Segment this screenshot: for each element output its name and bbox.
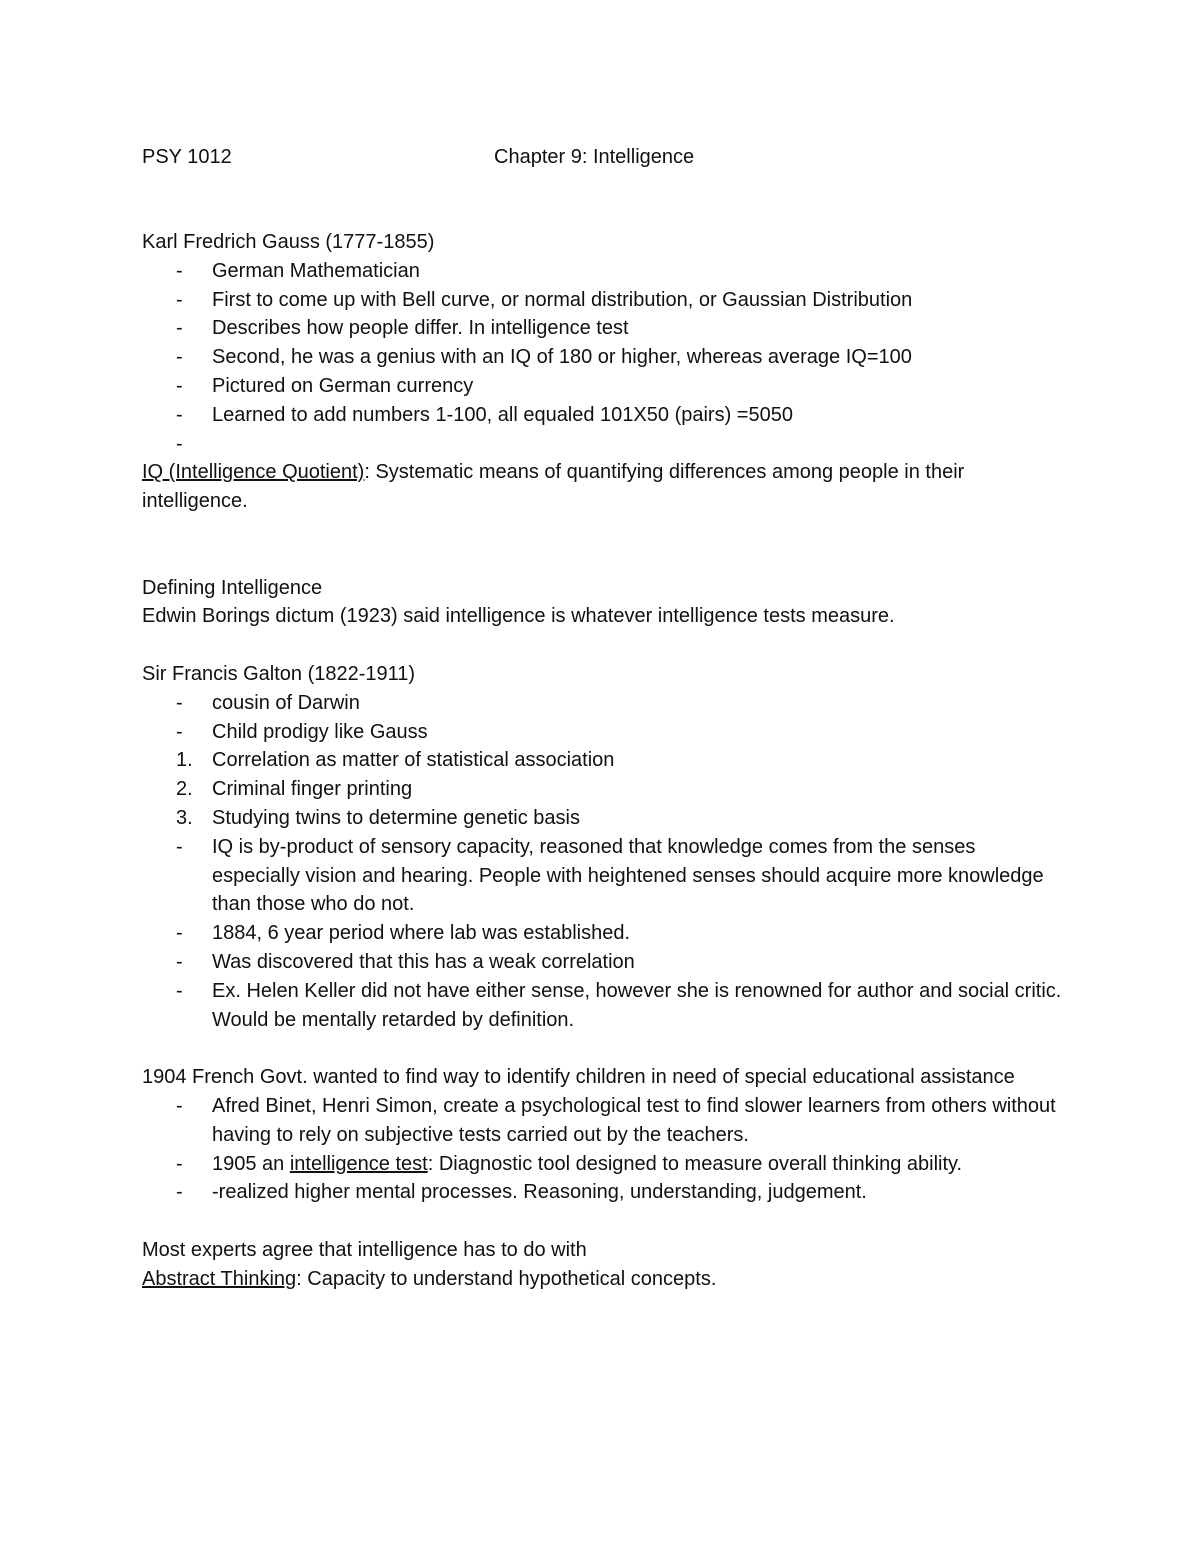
dash-marker: - bbox=[176, 691, 183, 714]
dash-marker: - bbox=[176, 1181, 183, 1204]
number-marker: 2. bbox=[176, 778, 193, 801]
defining-text: Edwin Borings dictum (1923) said intelligence is whatever intelligence tests measure. bbox=[142, 605, 895, 628]
chapter-title: Chapter 9: Intelligence bbox=[494, 146, 695, 168]
dash-marker: - bbox=[176, 720, 183, 743]
bullet-text: German Mathematician bbox=[212, 259, 420, 282]
list-item bbox=[142, 286, 1062, 315]
gauss-heading: Karl Fredrich Gauss (1777-1855) bbox=[142, 231, 435, 253]
bullet-text: cousin of Darwin bbox=[212, 691, 360, 714]
bullet-text: Ex. Helen Keller did not have either sense, however she is renowned for author and social critic. Would be mentally retarded by definition. bbox=[212, 979, 1062, 1031]
galton-heading: Sir Francis Galton (1822-1911) bbox=[142, 662, 416, 685]
dash-marker: - bbox=[176, 374, 183, 397]
bullet-text: Child prodigy like Gauss bbox=[212, 720, 428, 743]
dash-marker: - bbox=[176, 835, 183, 858]
number-marker: 1. bbox=[176, 749, 193, 772]
list-item bbox=[142, 1150, 1062, 1179]
dash-marker: - bbox=[176, 403, 183, 426]
page-header bbox=[142, 142, 1062, 172]
list-item bbox=[142, 257, 1062, 286]
abstract-thinking-text: : Capacity to understand hypothetical concepts. bbox=[296, 1267, 717, 1290]
item-text: Criminal finger printing bbox=[212, 778, 413, 801]
dash-marker: - bbox=[176, 1094, 183, 1117]
list-item bbox=[142, 948, 1062, 977]
bullet-text: Describes how people differ. In intelligence test bbox=[212, 317, 629, 340]
bullet-text: Pictured on German currency bbox=[212, 374, 474, 397]
iq-definition bbox=[142, 458, 1062, 516]
list-item bbox=[142, 1092, 1062, 1150]
bullet-text: First to come up with Bell curve, or normal distribution, or Gaussian Distribution bbox=[212, 288, 913, 311]
item-text: Correlation as matter of statistical association bbox=[212, 749, 615, 772]
intelligence-test-term: intelligence test bbox=[289, 1152, 428, 1175]
bullet-text: 1905 an bbox=[212, 1152, 290, 1175]
galton-bullet-list-b bbox=[142, 833, 1062, 1035]
dash-marker: - bbox=[176, 1152, 183, 1175]
defining-heading: Defining Intelligence bbox=[142, 576, 323, 599]
dash-marker: - bbox=[176, 979, 183, 1002]
experts-text: Most experts agree that intelligence has to do with bbox=[142, 1238, 587, 1261]
number-marker: 3. bbox=[176, 806, 193, 829]
iq-definition-text: : Systematic means of quantifying differences among people in their intelligence. bbox=[142, 461, 965, 513]
list-item bbox=[142, 314, 1062, 343]
notes-body bbox=[142, 228, 1062, 1293]
dash-marker: - bbox=[176, 288, 183, 311]
dash-marker: - bbox=[176, 432, 183, 455]
dash-marker: - bbox=[176, 259, 183, 282]
dash-marker: - bbox=[176, 346, 183, 369]
spacer bbox=[142, 631, 1062, 660]
item-text: Studying twins to determine genetic basis bbox=[212, 806, 580, 829]
list-item bbox=[142, 343, 1062, 372]
bullet-text: -realized higher mental processes. Reasoning, understanding, judgement. bbox=[212, 1181, 867, 1204]
list-item bbox=[142, 689, 1062, 718]
list-item bbox=[142, 1178, 1062, 1207]
bullet-text: Afred Binet, Henri Simon, create a psychological test to find slower learners from others without having to rely on subjective tests carried out by the teachers. bbox=[212, 1094, 1056, 1146]
list-item bbox=[142, 372, 1062, 401]
bullet-text: IQ is by-product of sensory capacity, reasoned that knowledge comes from the senses especially vision and hearing. People with heightened senses should acquire more knowledge than those who do not. bbox=[212, 835, 1044, 916]
abstract-thinking-definition bbox=[142, 1265, 1062, 1294]
bullet-text: Learned to add numbers 1-100, all equaled 101X50 (pairs) =5050 bbox=[212, 403, 793, 426]
list-item bbox=[142, 977, 1062, 1035]
list-item bbox=[142, 718, 1062, 747]
gauss-bullet-list bbox=[142, 257, 1062, 459]
list-item bbox=[142, 804, 1062, 833]
bullet-text: : Diagnostic tool designed to measure overall thinking ability. bbox=[427, 1152, 963, 1175]
course-code: PSY 1012 bbox=[142, 146, 232, 168]
dash-marker: - bbox=[176, 317, 183, 340]
french-bullet-list bbox=[142, 1092, 1062, 1207]
iq-term: IQ (Intelligence Quotient) bbox=[142, 461, 365, 484]
galton-numbered-list bbox=[142, 746, 1062, 832]
dash-marker: - bbox=[176, 950, 183, 973]
list-item bbox=[142, 833, 1062, 919]
bullet-text: Was discovered that this has a weak correlation bbox=[212, 950, 635, 973]
list-item bbox=[142, 746, 1062, 775]
list-item bbox=[142, 401, 1062, 430]
bullet-text: 1884, 6 year period where lab was established. bbox=[212, 922, 631, 945]
french-heading: 1904 French Govt. wanted to find way to identify children in need of special educational assistance bbox=[142, 1066, 1015, 1089]
abstract-thinking-term: Abstract Thinking bbox=[142, 1267, 297, 1290]
list-item bbox=[142, 430, 1062, 459]
list-item bbox=[142, 919, 1062, 948]
spacer bbox=[142, 516, 1062, 574]
bullet-text: Second, he was a genius with an IQ of 180 or higher, whereas average IQ=100 bbox=[212, 346, 912, 369]
list-item bbox=[142, 775, 1062, 804]
spacer bbox=[142, 1034, 1062, 1063]
dash-marker: - bbox=[176, 922, 183, 945]
galton-bullet-list-a bbox=[142, 689, 1062, 747]
spacer bbox=[142, 1207, 1062, 1236]
